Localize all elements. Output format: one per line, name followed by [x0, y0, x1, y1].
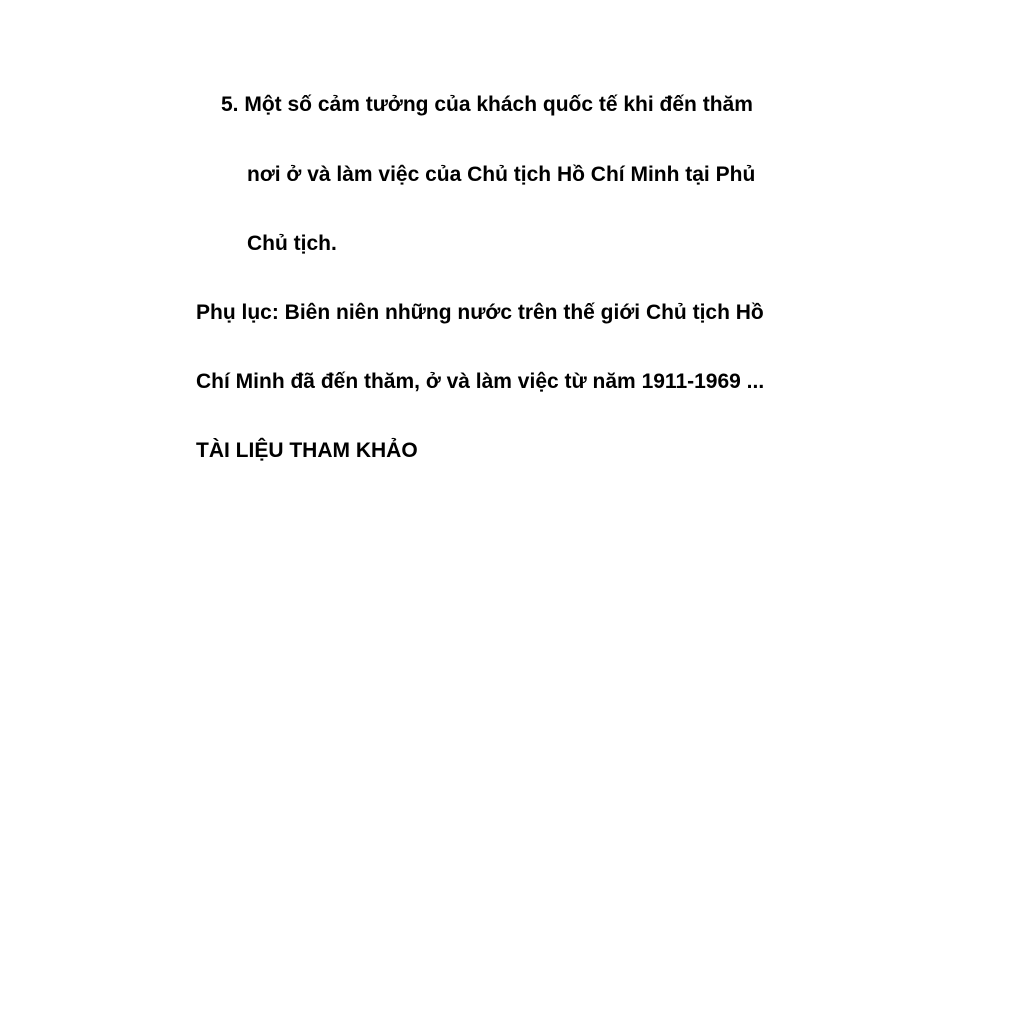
- references-heading: TÀI LIỆU THAM KHẢO: [196, 439, 418, 462]
- appendix-line-1: Phụ lục: Biên niên những nước trên thế giới Chủ tịch Hồ: [196, 301, 764, 324]
- appendix-line-2: Chí Minh đã đến thăm, ở và làm việc từ năm 1911-1969 ...: [196, 370, 765, 393]
- toc-item-5-line-1: 5. Một số cảm tưởng của khách quốc tế khi đến thăm: [221, 93, 753, 116]
- toc-item-5-line-3: Chủ tịch.: [247, 232, 337, 255]
- toc-item-5-line-2: nơi ở và làm việc của Chủ tịch Hồ Chí Minh tại Phủ: [247, 163, 756, 186]
